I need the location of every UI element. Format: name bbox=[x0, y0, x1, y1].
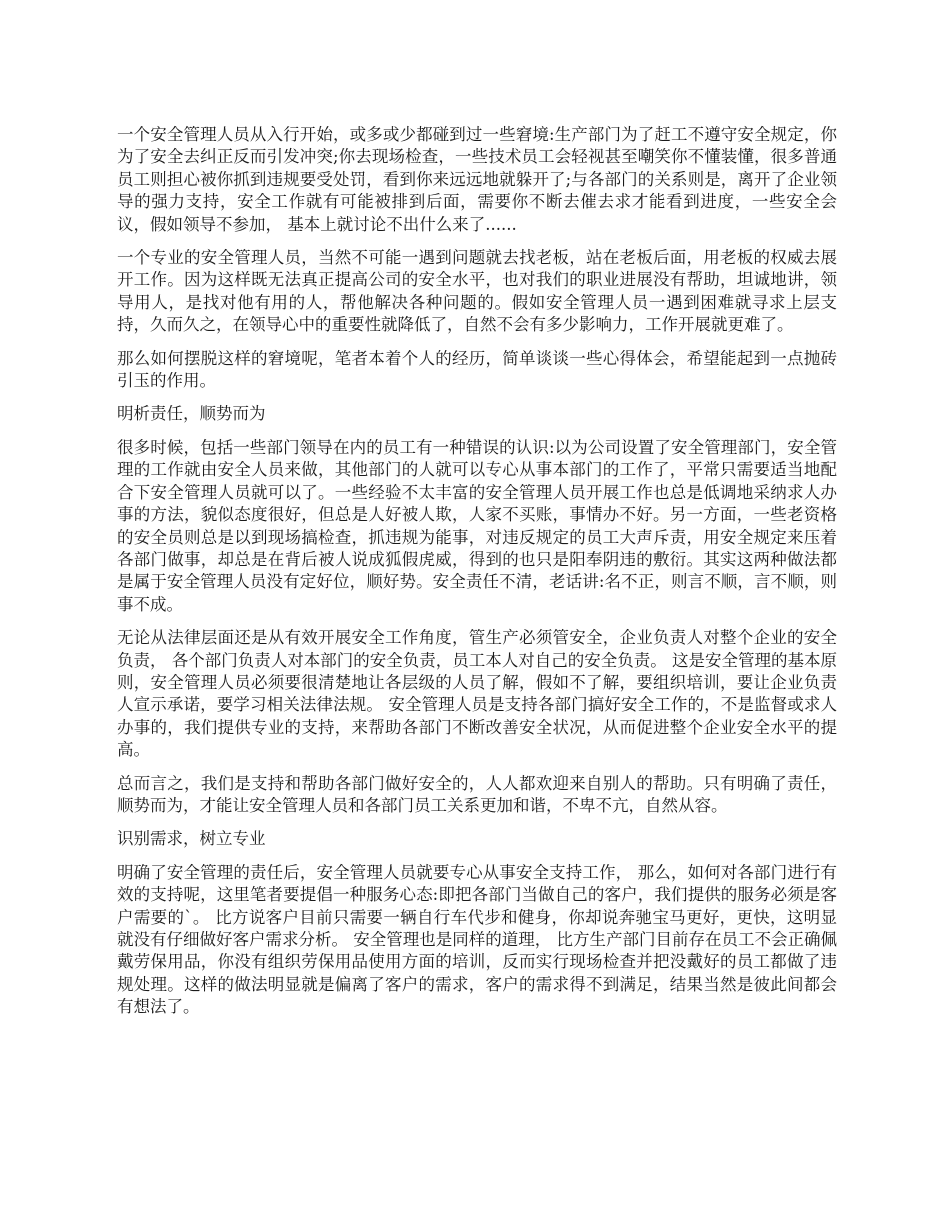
paragraph-misconception: 很多时候，包括一些部门领导在内的员工有一种错误的认识:以为公司设置了安全管理部门，安全管理的工作就由安全人员来做，其他部门的人就可以专心从事本部门的工作了，平常只需要适当地配合下安全管理人员就可以了。一些经验不太丰富的安全管理人员开展工作也总是低调地采纳求人办事的方法，貌似态度很好，但总是人好被人欺，人家不买账，事情办不好。另一方面，一些老资格的安全员则总是以到现场搞检查，抓违规为能事，对违反规定的员工大声斥责，用安全规定来压着各部门做事，却总是在背后被人说成狐假虎威，得到的也只是阳奉阴违的敷衍。其实这两种做法都是属于安全管理人员没有定好位，顺好势。安全责任不清，老话讲:名不正，则言不顺，言不顺，则事不成。 bbox=[117, 437, 837, 614]
section-heading-needs: 识别需求，树立专业 bbox=[117, 829, 266, 849]
paragraph-legal: 无论从法律层面还是从有效开展安全工作角度，管生产必须管安全，企业负责人对整个企业的安全负责， 各个部门负责人对本部门的安全负责，员工本人对自己的安全负责。 这是安全管理的基本原则，安全管理人员必须要很清楚地让各层级的人员了解，假如不了解，要组织培训，要让企业负责人宣示承诺，要学习相关法律法规。 安全管理人员是支持各部门搞好安全工作的，不是监督或求人办事的，我们提供专业的支持，来帮助各部门不断改善安全状况，从而促进整个企业安全水平的提高。 bbox=[117, 628, 837, 760]
paragraph-intro: 一个安全管理人员从入行开始，或多或少都碰到过一些窘境:生产部门为了赶工不遵守安全规定，你为了安全去纠正反而引发冲突;你去现场检查，一些技术员工会轻视甚至嘲笑你不懂装懂，很多普通员工则担心被你抓到违规要受处罚，看到你来远远地就躲开了;与各部门的关系则是，离开了企业领导的强力支持，安全工作就有可能被排到后面，需要你不断去催去求才能看到进度，一些安全会议，假如领导不参加， 基本上就讨论不出什么来了...... bbox=[117, 125, 837, 234]
paragraph-professional: 一个专业的安全管理人员，当然不可能一遇到问题就去找老板，站在老板后面，用老板的权威去展开工作。因为这样既无法真正提高公司的安全水平，也对我们的职业进展没有帮助，坦诚地讲，领导用人，是找对他有用的人，帮他解决各种问题的。假如安全管理人员一遇到困难就寻求上层支持，久而久之，在领导心中的重要性就降低了，自然不会有多少影响力，工作开展就更难了。 bbox=[117, 248, 837, 335]
paragraph-service: 明确了安全管理的责任后，安全管理人员就要专心从事安全支持工作， 那么，如何对各部门进行有效的支持呢，这里笔者要提倡一种服务心态:即把各部门当做自己的客户，我们提供的服务必须是客户需要的`。 比方说客户目前只需要一辆自行车代步和健身，你却说奔驰宝马更好，更快，这明显就没有仔细做好客户需求分析。 安全管理也是同样的道理， 比方生产部门目前存在员工不会正确佩戴劳保用品，你没有组织劳保用品使用方面的培训，反而实行现场检查并把没戴好的员工都做了违规处理。这样的做法明显就是偏离了客户的需求，客户的需求得不到满足，结果当然是彼此间都会有想法了。 bbox=[117, 862, 837, 1017]
document-body bbox=[117, 124, 837, 1030]
paragraph-how-to: 那么如何摆脱这样的窘境呢，笔者本着个人的经历，简单谈谈一些心得体会，希望能起到一点抛砖引玉的作用。 bbox=[117, 348, 837, 391]
paragraph-summary: 总而言之，我们是支持和帮助各部门做好安全的，人人都欢迎来自别人的帮助。只有明确了责任，顺势而为，才能让安全管理人员和各部门员工关系更加和谐，不卑不亢，自然从容。 bbox=[117, 773, 837, 815]
section-heading-responsibility: 明析责任，顺势而为 bbox=[117, 404, 266, 424]
